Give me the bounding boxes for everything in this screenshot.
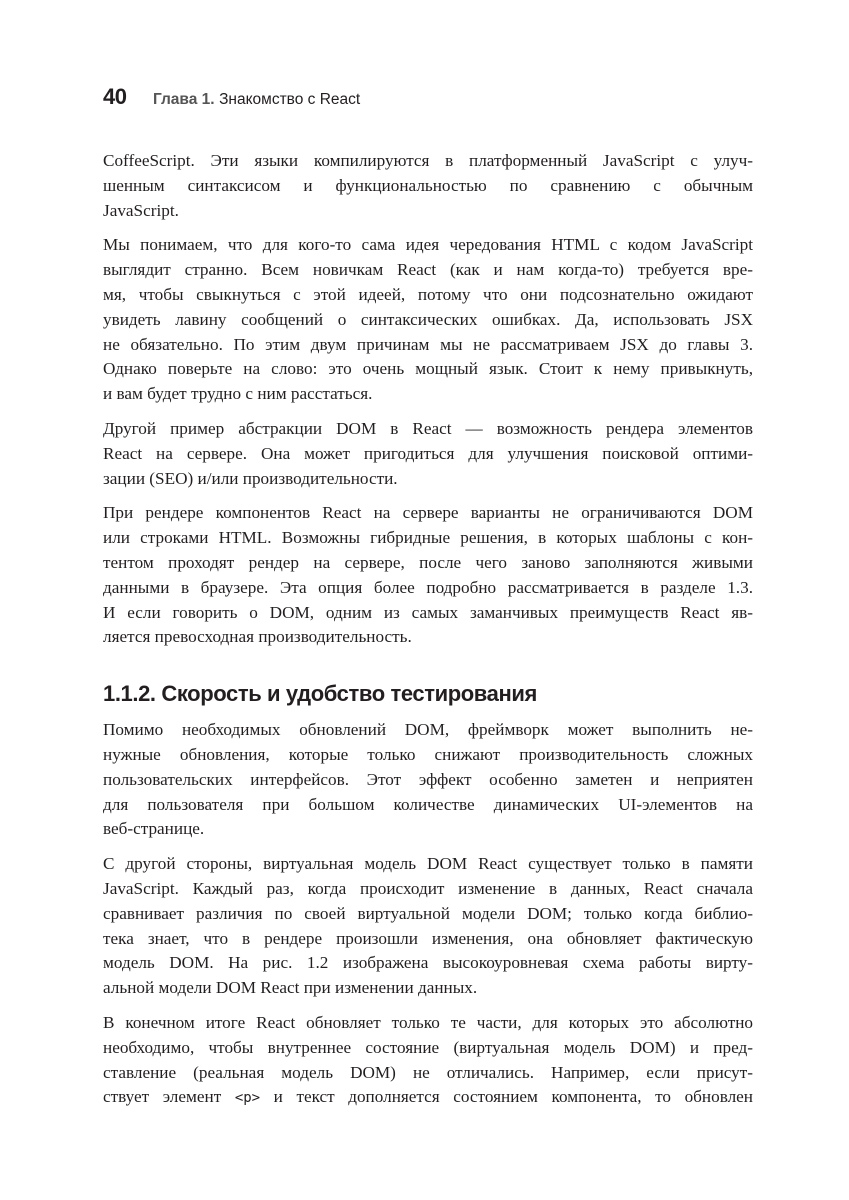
text-line: При рендере компонентов React на сервере варианты не ограничиваются DOM [103,503,753,523]
paragraph [103,501,753,650]
text-line: ляется превосходная производительность. [103,627,412,647]
text-line: модель DOM. На рис. 1.2 изображена высокоуровневая схема работы вирту- [103,953,753,973]
chapter-label: Глава 1. [152,91,215,108]
section-heading: 1.1.2. Скорость и удобство тестирования [103,681,537,707]
chapter-title: Знакомство с React [219,91,361,108]
paragraph [103,1011,753,1111]
text-line: и вам будет трудно с ним расстаться. [103,384,373,404]
text-line: веб-странице. [103,819,205,839]
text-line: ставление (реальная модель DOM) не отличались. Например, если присут- [103,1062,753,1082]
text-line: или строками HTML. Возможны гибридные решения, в которых шаблоны с кон- [103,528,753,548]
text-line: В конечном итоге React обновляет только те части, для которых это абсолютно [103,1012,753,1032]
text-line: Помимо необходимых обновлений DOM, фреймворк может выполнить не- [103,720,753,740]
text-line: тека знает, что в рендере произошли изменения, она обновляет фактическую [103,928,753,948]
paragraph [103,233,753,407]
text-line: Другой пример абстракции DOM в React — возможность рендера элементов [103,418,753,438]
text-line: Мы понимаем, что для кого-то сама идея чередования HTML с кодом JavaScript [103,235,753,255]
text-line: необходимо, чтобы внутреннее состояние (виртуальная модель DOM) и пред- [103,1037,753,1057]
text-line: нужные обновления, которые только снижают производительность сложных [103,744,753,764]
text-line: альной модели DOM React при изменении данных. [103,978,478,998]
running-header [103,84,360,110]
page-number: 40 [103,84,127,109]
paragraph [103,417,753,491]
text-line: для пользователя при большом количестве динамических UI-элементов на [103,794,753,814]
text-line: выглядит странно. Всем новичкам React (как и нам когда-то) требуется вре- [103,260,753,280]
text-line: увидеть лавину сообщений о синтаксических ошибках. Да, использовать JSX [103,309,753,329]
page-body [103,149,753,1121]
text-line: React на сервере. Она может пригодиться для улучшения поисковой оптими- [103,443,753,463]
text-line: мя, чтобы свыкнуться с этой идеей, потому что они подсознательно ожидают [103,284,753,304]
text-segment: ствует элемент [103,1087,235,1107]
text-line: Однако поверьте на слово: это очень мощный язык. Стоит к нему привыкнуть, [103,359,753,379]
text-line: JavaScript. [103,200,179,220]
text-segment: и текст дополняется состоянием компонента, то обновлен [260,1087,753,1107]
text-line: пользовательских интерфейсов. Этот эффект особенно заметен и неприятен [103,769,753,789]
paragraph [103,718,753,842]
paragraph [103,852,753,1001]
text-line: сравнивает различия по своей виртуальной модели DOM; только когда библио- [103,903,753,923]
text-line: тентом проходят рендер на сервере, после чего заново заполняются живыми [103,552,753,572]
text-line [103,1085,753,1111]
inline-code: <p> [234,1090,261,1107]
text-line: данными в браузере. Эта опция более подробно рассматривается в разделе 1.3. [103,577,753,597]
paragraph [103,149,753,223]
text-line: С другой стороны, виртуальная модель DOM React существует только в памяти [103,854,753,874]
text-line: зации (SEO) и/или производительности. [103,468,398,488]
text-line: И если говорить о DOM, одним из самых заманчивых преимуществ React яв- [103,602,753,622]
text-line: шенным синтаксисом и функциональностью по сравнению с обычным [103,175,753,195]
text-line: не обязательно. По этим двум причинам мы не рассматриваем JSX до главы 3. [103,334,753,354]
text-line: CoffeeScript. Эти языки компилируются в платформенный JavaScript с улуч- [103,151,753,170]
text-line: JavaScript. Каждый раз, когда происходит изменение в данных, React сначала [103,878,753,898]
